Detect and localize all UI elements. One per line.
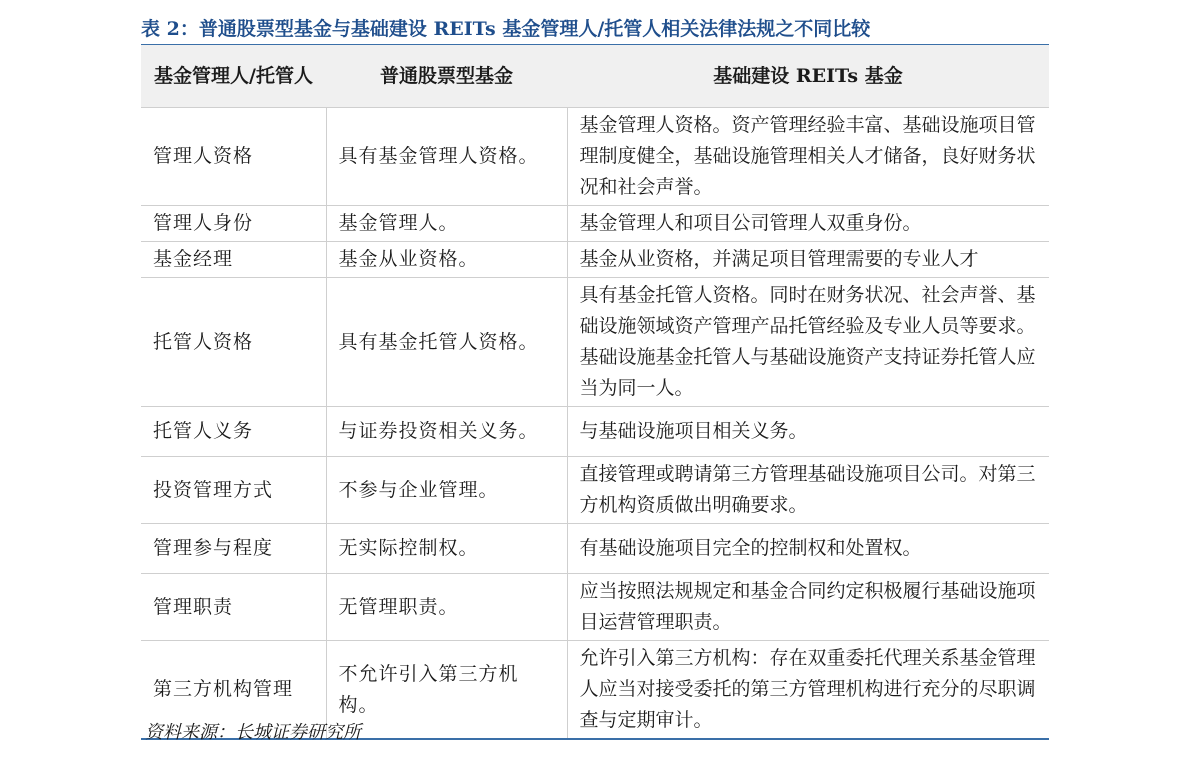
reits-fund-cell: 具有基金托管人资格。同时在财务状况、社会声誉、基础设施领域资产管理产品托管经验及专业人员等要求。基础设施基金托管人与基础设施资产支持证券托管人应当为同一人。	[567, 278, 1049, 407]
ordinary-fund-cell: 不允许引入第三方机构。	[326, 641, 567, 740]
reits-fund-cell: 应当按照法规规定和基金合同约定积极履行基础设施项目运营管理职责。	[567, 574, 1049, 641]
table-header-row	[141, 45, 1049, 108]
reits-fund-cell: 基金管理人资格。资产管理经验丰富、基础设施项目管理制度健全，基础设施管理相关人才储备，良好财务状况和社会声誉。	[567, 108, 1049, 206]
table-row	[141, 108, 1049, 206]
column-header-ordinary-fund: 普通股票型基金	[326, 45, 567, 108]
reits-fund-cell: 允许引入第三方机构：存在双重委托代理关系基金管理人应当对接受委托的第三方管理机构进行充分的尽职调查与定期审计。	[567, 641, 1049, 740]
row-label: 投资管理方式	[141, 457, 326, 524]
table-row	[141, 574, 1049, 641]
reits-fund-cell: 有基础设施项目完全的控制权和处置权。	[567, 524, 1049, 574]
ordinary-fund-cell: 基金从业资格。	[326, 242, 567, 278]
source-note: 资料来源：长城证券研究所	[145, 722, 361, 743]
table-caption-text: 表 2：普通股票型基金与基础建设 REITs 基金管理人/托管人相关法律法规之不同比较	[141, 18, 871, 40]
table-row	[141, 206, 1049, 242]
ordinary-fund-cell: 与证券投资相关义务。	[326, 407, 567, 457]
row-label: 托管人资格	[141, 278, 326, 407]
row-label: 托管人义务	[141, 407, 326, 457]
row-label: 管理职责	[141, 574, 326, 641]
ordinary-fund-cell: 具有基金管理人资格。	[326, 108, 567, 206]
row-label: 管理人资格	[141, 108, 326, 206]
row-label: 第三方机构管理	[141, 641, 326, 740]
comparison-table	[141, 45, 1049, 740]
table-row	[141, 407, 1049, 457]
table-row	[141, 524, 1049, 574]
reits-fund-cell: 基金从业资格，并满足项目管理需要的专业人才	[567, 242, 1049, 278]
ordinary-fund-cell: 不参与企业管理。	[326, 457, 567, 524]
column-header-manager-custodian: 基金管理人/托管人	[141, 45, 326, 108]
ordinary-fund-cell: 具有基金托管人资格。	[326, 278, 567, 407]
ordinary-fund-cell: 基金管理人。	[326, 206, 567, 242]
reits-fund-cell: 基金管理人和项目公司管理人双重身份。	[567, 206, 1049, 242]
column-header-reits-fund: 基础建设 REITs 基金	[567, 45, 1049, 108]
table-caption	[141, 14, 1049, 47]
ordinary-fund-cell: 无实际控制权。	[326, 524, 567, 574]
row-label: 管理人身份	[141, 206, 326, 242]
reits-fund-cell: 与基础设施项目相关义务。	[567, 407, 1049, 457]
table-row	[141, 457, 1049, 524]
table-row	[141, 242, 1049, 278]
row-label: 管理参与程度	[141, 524, 326, 574]
row-label: 基金经理	[141, 242, 326, 278]
table-row	[141, 278, 1049, 407]
reits-fund-cell: 直接管理或聘请第三方管理基础设施项目公司。对第三方机构资质做出明确要求。	[567, 457, 1049, 524]
ordinary-fund-cell: 无管理职责。	[326, 574, 567, 641]
